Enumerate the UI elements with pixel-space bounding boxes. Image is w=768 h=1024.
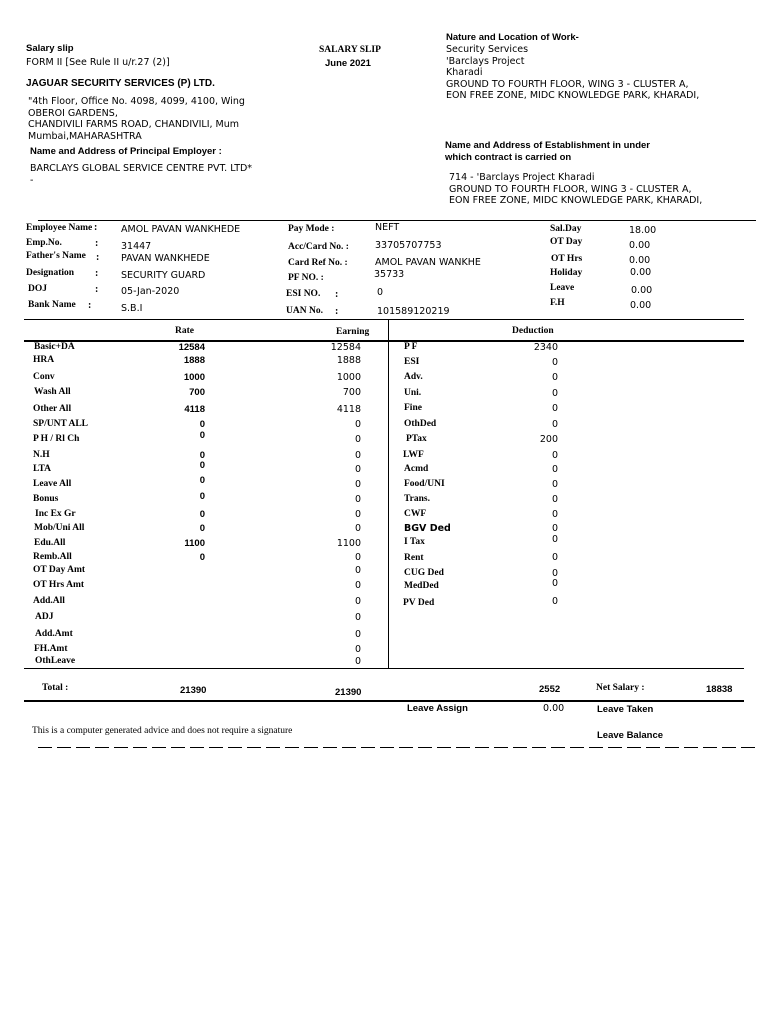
company-address: "4th Floor, Office No. 4098, 4099, 4100, Wing OBEROI GARDENS, CHANDIVILI FARMS ROAD, CHANDIVILI, Mum Mumbai,MAHARASHTRA bbox=[28, 96, 245, 142]
esi-no-label: ESI NO. bbox=[286, 289, 321, 299]
deduction-label: PTax bbox=[406, 434, 427, 444]
divider-table-top bbox=[24, 319, 744, 320]
holiday-label: Holiday bbox=[550, 268, 583, 278]
deduction-label: Acmd bbox=[404, 464, 429, 474]
holiday-value: 0.00 bbox=[630, 267, 652, 278]
deduction-amount: 0 bbox=[551, 388, 558, 399]
leave-balance-label: Leave Balance bbox=[597, 730, 664, 741]
deduction-label: Food/UNI bbox=[404, 479, 445, 489]
pay-mode-value: NEFT bbox=[375, 222, 400, 233]
ot-hrs-label: OT Hrs bbox=[551, 254, 583, 264]
deduction-label: LWF bbox=[403, 450, 424, 460]
colon: : bbox=[95, 238, 99, 249]
earning-label: ADJ bbox=[35, 612, 54, 622]
earning-label: OT Hrs Amt bbox=[33, 580, 85, 590]
deduction-amount: 0 bbox=[551, 568, 558, 579]
earning-amount: 1888 bbox=[336, 355, 361, 366]
earning-amount: 0 bbox=[354, 509, 361, 520]
earning-label: Other All bbox=[33, 404, 72, 414]
earning-amount: 0 bbox=[354, 656, 361, 667]
colon: : bbox=[335, 306, 339, 317]
colon: : bbox=[95, 268, 99, 279]
principal-employer: BARCLAYS GLOBAL SERVICE CENTRE PVT. LTD* - bbox=[30, 163, 253, 186]
deduction-amount: 0 bbox=[551, 464, 558, 475]
earning-amount: 1000 bbox=[336, 372, 361, 383]
earning-label: P H / Rl Ch bbox=[33, 434, 80, 444]
total-label: Total : bbox=[42, 683, 69, 693]
earning-amount: 0 bbox=[354, 479, 361, 490]
company-name: JAGUAR SECURITY SERVICES (P) LTD. bbox=[26, 78, 215, 89]
earning-amount: 1100 bbox=[336, 538, 361, 549]
earning-rate: 0 bbox=[199, 430, 205, 441]
deduction-amount: 2340 bbox=[533, 342, 558, 353]
earning-label: OthLeave bbox=[35, 656, 76, 666]
slip-title: SALARY SLIP bbox=[319, 45, 381, 55]
fh-value: 0.00 bbox=[630, 300, 652, 311]
net-salary-label: Net Salary : bbox=[596, 683, 645, 693]
earning-label: Mob/Uni All bbox=[34, 523, 85, 533]
deduction-amount: 0 bbox=[551, 419, 558, 430]
earning-amount: 700 bbox=[342, 387, 361, 398]
deduction-amount: 200 bbox=[539, 434, 558, 445]
earning-label: Leave All bbox=[33, 479, 72, 489]
earning-label: Basic+DA bbox=[34, 342, 75, 352]
deduction-label: OthDed bbox=[404, 419, 437, 429]
deduction-amount: 0 bbox=[551, 552, 558, 563]
colon: : bbox=[96, 252, 100, 263]
colon: : bbox=[88, 300, 92, 311]
deduction-label: ESI bbox=[404, 357, 420, 367]
ot-day-label: OT Day bbox=[550, 237, 583, 247]
earning-rate: 0 bbox=[199, 450, 205, 461]
earning-total: 21390 bbox=[335, 687, 362, 698]
colon: : bbox=[335, 289, 339, 300]
earning-label: Edu.All bbox=[34, 538, 66, 548]
earning-label: Conv bbox=[33, 372, 55, 382]
sal-day-value: 18.00 bbox=[629, 225, 657, 236]
computer-generated-note: This is a computer generated advice and does not require a signature bbox=[32, 726, 293, 736]
net-salary-value: 18838 bbox=[706, 684, 733, 695]
uan-no-value: 101589120219 bbox=[377, 306, 450, 317]
bank-name-label: Bank Name bbox=[28, 300, 76, 310]
doj-label: DOJ bbox=[28, 284, 47, 294]
earning-rate: 0 bbox=[199, 509, 205, 520]
deduction-amount: 0 bbox=[551, 372, 558, 383]
leave-taken-label: Leave Taken bbox=[597, 704, 654, 715]
deduction-amount: 0 bbox=[551, 494, 558, 505]
card-ref-value: AMOL PAVAN WANKHE bbox=[375, 257, 481, 268]
earning-header: Earning bbox=[336, 327, 370, 337]
earning-rate: 1888 bbox=[183, 355, 205, 366]
earning-label: Wash All bbox=[34, 387, 71, 397]
earning-label: Add.Amt bbox=[35, 629, 73, 639]
emp-no-label: Emp.No. bbox=[26, 238, 62, 248]
deduction-label: Uni. bbox=[404, 388, 422, 398]
colon: : bbox=[94, 222, 98, 233]
earning-rate: 12584 bbox=[178, 342, 205, 353]
acc-card-label: Acc/Card No. : bbox=[288, 242, 349, 252]
deduction-label: BGV Ded bbox=[404, 523, 451, 534]
earning-label: N.H bbox=[33, 450, 50, 460]
deduction-amount: 0 bbox=[551, 357, 558, 368]
deduction-label: CUG Ded bbox=[404, 568, 444, 578]
earning-label: HRA bbox=[33, 355, 55, 365]
earning-amount: 0 bbox=[354, 580, 361, 591]
leave-assign-value: 0.00 bbox=[543, 703, 565, 714]
sal-day-label: Sal.Day bbox=[550, 224, 582, 234]
deduction-label: MedDed bbox=[404, 581, 439, 591]
earning-amount: 0 bbox=[354, 596, 361, 607]
earning-label: OT Day Amt bbox=[33, 565, 86, 575]
earning-rate: 0 bbox=[199, 552, 205, 563]
column-divider bbox=[388, 320, 389, 669]
earning-rate: 0 bbox=[199, 475, 205, 486]
earning-rate: 0 bbox=[199, 523, 205, 534]
earning-label: FH.Amt bbox=[34, 644, 68, 654]
earning-rate: 1100 bbox=[184, 538, 205, 549]
leave-label: Leave bbox=[550, 283, 575, 293]
pay-mode-label: Pay Mode : bbox=[288, 224, 335, 234]
deduction-label: P F bbox=[404, 342, 418, 352]
deduction-amount: 0 bbox=[551, 523, 558, 534]
establishment-address: 714 - 'Barclays Project Kharadi GROUND TO FOURTH FLOOR, WING 3 - CLUSTER A, EON FREE ZONE, MIDC KNOWLEDGE PARK, KHARADI, bbox=[449, 172, 703, 206]
earning-amount: 12584 bbox=[330, 342, 361, 353]
deduction-amount: 0 bbox=[551, 509, 558, 520]
card-ref-label: Card Ref No. : bbox=[288, 258, 348, 268]
earning-rate: 0 bbox=[199, 491, 205, 502]
bank-name-value: S.B.I bbox=[121, 303, 143, 314]
father-name-value: PAVAN WANKHEDE bbox=[121, 253, 210, 264]
pf-no-value: 35733 bbox=[374, 269, 405, 280]
ot-hrs-value: 0.00 bbox=[629, 255, 651, 266]
employee-name-value: AMOL PAVAN WANKHEDE bbox=[121, 224, 241, 235]
deduction-amount: 0 bbox=[551, 596, 558, 607]
esi-no-value: 0 bbox=[377, 287, 384, 298]
earning-rate: 4118 bbox=[184, 404, 205, 415]
earning-amount: 0 bbox=[354, 629, 361, 640]
rate-header: Rate bbox=[175, 326, 194, 336]
establishment-heading: Name and Address of Establishment in under which contract is carried on bbox=[445, 140, 650, 163]
earning-label: Inc Ex Gr bbox=[35, 509, 76, 519]
earning-amount: 0 bbox=[354, 450, 361, 461]
designation-value: SECURITY GUARD bbox=[121, 270, 206, 281]
deduction-amount: 0 bbox=[551, 534, 558, 545]
deduction-amount: 0 bbox=[551, 578, 558, 589]
work-location: Security Services 'Barclays Project Kharadi GROUND TO FOURTH FLOOR, WING 3 - CLUSTER A, EON FREE ZONE, MIDC KNOWLEDGE PARK, KHARADI, bbox=[446, 44, 700, 101]
leave-assign-label: Leave Assign bbox=[407, 703, 468, 714]
deduction-label: Adv. bbox=[404, 372, 423, 382]
earning-label: Bonus bbox=[33, 494, 59, 504]
employee-name-label: Employee Name bbox=[26, 223, 93, 233]
deduction-label: PV Ded bbox=[403, 598, 435, 608]
earning-amount: 0 bbox=[354, 464, 361, 475]
earning-amount: 0 bbox=[354, 523, 361, 534]
divider-top bbox=[38, 220, 756, 221]
earning-amount: 4118 bbox=[336, 404, 361, 415]
acc-card-value: 33705707753 bbox=[375, 240, 442, 251]
earning-label: LTA bbox=[33, 464, 51, 474]
earning-amount: 0 bbox=[354, 565, 361, 576]
deduction-label: Fine bbox=[404, 403, 422, 413]
fh-label: F.H bbox=[550, 298, 565, 308]
earning-amount: 0 bbox=[354, 644, 361, 655]
colon: : bbox=[95, 284, 99, 295]
emp-no-value: 31447 bbox=[121, 241, 152, 252]
earning-amount: 0 bbox=[354, 612, 361, 623]
deduction-label: I Tax bbox=[404, 537, 425, 547]
earning-rate: 0 bbox=[199, 460, 205, 471]
rate-total: 21390 bbox=[180, 685, 207, 696]
slip-period: June 2021 bbox=[325, 58, 371, 69]
earning-rate: 0 bbox=[199, 419, 205, 430]
father-name-label: Father's Name bbox=[26, 251, 86, 261]
divider-table-header bbox=[24, 340, 744, 342]
doj-value: 05-Jan-2020 bbox=[121, 286, 180, 297]
earning-amount: 0 bbox=[354, 419, 361, 430]
leave-value: 0.00 bbox=[631, 285, 653, 296]
divider-table-bottom bbox=[24, 668, 744, 669]
deduction-total: 2552 bbox=[539, 684, 561, 695]
deduction-amount: 0 bbox=[551, 450, 558, 461]
divider-totals bbox=[24, 700, 744, 702]
earning-label: Add.All bbox=[33, 596, 65, 606]
earning-rate: 700 bbox=[189, 387, 205, 398]
dashed-separator bbox=[38, 747, 758, 748]
deduction-amount: 0 bbox=[551, 479, 558, 490]
earning-amount: 0 bbox=[354, 434, 361, 445]
earning-label: SP/UNT ALL bbox=[33, 419, 88, 429]
pf-no-label: PF NO. : bbox=[288, 273, 324, 283]
principal-employer-heading: Name and Address of Principal Employer : bbox=[30, 146, 222, 157]
earning-amount: 0 bbox=[354, 552, 361, 563]
uan-no-label: UAN No. bbox=[286, 306, 323, 316]
deduction-label: Trans. bbox=[404, 494, 430, 504]
form-reference: FORM II [See Rule II u/r.27 (2)] bbox=[26, 57, 170, 68]
deduction-label: CWF bbox=[404, 509, 427, 519]
designation-label: Designation bbox=[26, 268, 75, 278]
salary-slip-label: Salary slip bbox=[26, 43, 74, 54]
earning-rate: 1000 bbox=[183, 372, 205, 383]
deduction-amount: 0 bbox=[551, 403, 558, 414]
deduction-header: Deduction bbox=[512, 326, 554, 336]
ot-day-value: 0.00 bbox=[629, 240, 651, 251]
earning-label: Remb.All bbox=[33, 552, 72, 562]
work-heading: Nature and Location of Work- bbox=[446, 32, 579, 43]
deduction-label: Rent bbox=[404, 553, 424, 563]
earning-amount: 0 bbox=[354, 494, 361, 505]
